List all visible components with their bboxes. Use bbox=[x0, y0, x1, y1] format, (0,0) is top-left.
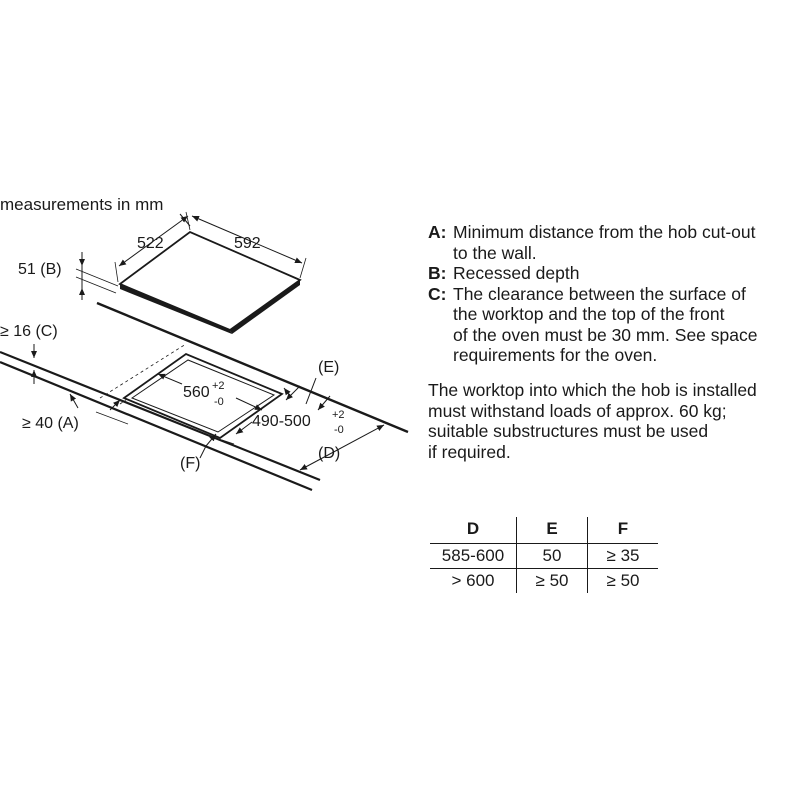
dim-f-arrow-b bbox=[200, 446, 206, 458]
dimension-table bbox=[430, 517, 658, 593]
table-cell: ≥ 50 bbox=[588, 569, 659, 594]
legend-c-line-4: requirements for the oven. bbox=[453, 345, 658, 365]
cutout-width-label bbox=[183, 384, 210, 401]
note-line-3: suitable substructures must be used bbox=[428, 421, 709, 441]
legend-a-line-1: Minimum distance from the hob cut-out bbox=[453, 222, 756, 242]
load-note bbox=[428, 380, 800, 462]
legend-c-line-2: the worktop and the top of the front bbox=[453, 304, 725, 324]
cutout-width-tol-minus: -0 bbox=[214, 396, 224, 408]
table-header-d: D bbox=[430, 517, 517, 544]
dim-592-ext bbox=[300, 258, 306, 278]
table-cell: 585-600 bbox=[430, 544, 517, 569]
cutout-width-tol-plus: +2 bbox=[212, 380, 225, 392]
dim-490-arrow-right bbox=[284, 388, 290, 396]
legend-item-c: C: The clearance between the surface of the worktop and the top of the front of the oven must be 30 mm. See space requirements for the oven. bbox=[428, 284, 800, 366]
installation-diagram bbox=[0, 0, 420, 520]
table-header-f: F bbox=[588, 517, 659, 544]
legend-key-a: A bbox=[428, 222, 441, 242]
table-header-row bbox=[430, 517, 658, 544]
table-cell: ≥ 50 bbox=[517, 569, 588, 594]
label-d: (D) bbox=[318, 445, 341, 462]
hob-depth-label: 522 bbox=[137, 235, 164, 252]
cutout-depth-tol-plus: +2 bbox=[332, 409, 345, 421]
dim-522-ext-b bbox=[186, 212, 190, 230]
legend-c-line-3: of the oven must be 30 mm. See space bbox=[453, 324, 758, 345]
cutout-width-base: 560 bbox=[183, 384, 210, 401]
note-line-2: must withstand loads of approx. 60 kg; bbox=[428, 400, 727, 421]
clearance-c-label: ≥ 16 (C) bbox=[0, 323, 58, 340]
legend bbox=[428, 222, 800, 366]
table-header-e: E bbox=[517, 517, 588, 544]
clearance-a-label: ≥ 40 (A) bbox=[22, 415, 79, 432]
table-cell: ≥ 35 bbox=[588, 544, 659, 569]
legend-b-line-1: Recessed depth bbox=[453, 263, 580, 283]
legend-a-line-2: to the wall. bbox=[453, 242, 537, 263]
cutout-depth-tol-minus: -0 bbox=[334, 424, 344, 436]
legend-c-line-1: The clearance between the surface of bbox=[453, 283, 746, 304]
legend-item-a: A: Minimum distance from the hob cut-out to the wall. bbox=[428, 222, 800, 263]
dim-522-ext-a bbox=[115, 262, 118, 282]
label-f: (F) bbox=[180, 455, 201, 472]
table-row bbox=[430, 544, 658, 569]
table-cell: 50 bbox=[517, 544, 588, 569]
clearance-a-ext bbox=[96, 412, 128, 424]
clearance-a-arrow-a bbox=[70, 394, 78, 408]
table-row bbox=[430, 569, 658, 594]
table-cell: > 600 bbox=[451, 571, 495, 590]
note-line-1: The worktop into which the hob is installed bbox=[428, 380, 757, 400]
label-e: (E) bbox=[318, 359, 340, 376]
legend-item-b: B: Recessed depth bbox=[428, 263, 800, 284]
units-note: measurements in mm bbox=[0, 195, 164, 214]
legend-key-b: B bbox=[428, 263, 441, 283]
legend-key-c: C bbox=[428, 283, 441, 304]
hob-width-label: 592 bbox=[234, 235, 261, 252]
note-line-4: if required. bbox=[428, 441, 511, 462]
cutout-depth-label: 490-500 bbox=[252, 413, 311, 430]
recess-label: 51 (B) bbox=[18, 261, 62, 278]
